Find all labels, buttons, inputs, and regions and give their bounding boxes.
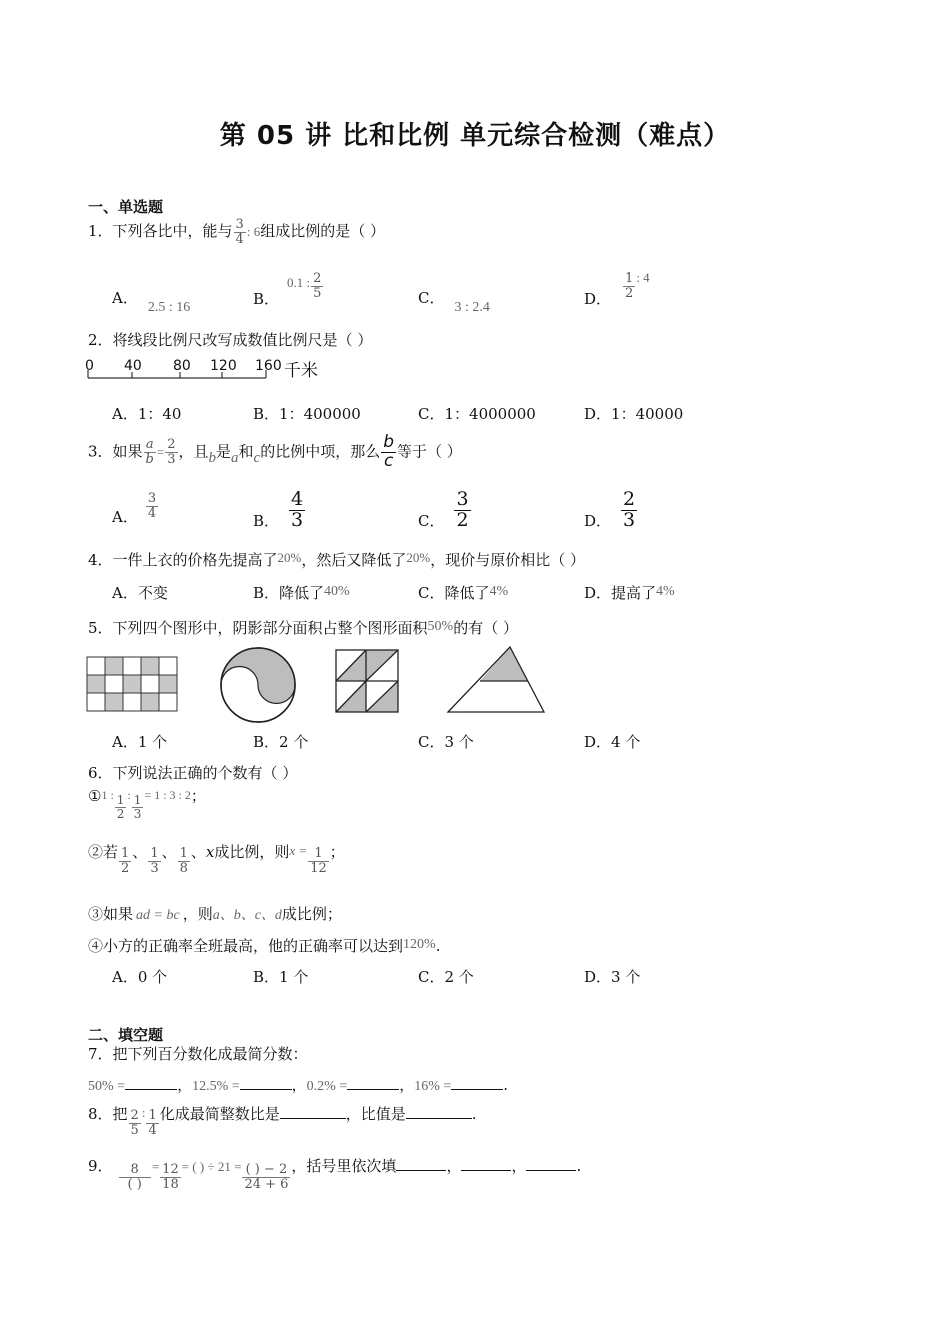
figure-triangle-square [334, 648, 400, 714]
q6-statement-3: ③如果 ad = bc ，则a、b、c、d成比例； [88, 905, 342, 923]
q9-blank-2[interactable] [461, 1156, 511, 1171]
q6-option-b[interactable]: B．1 个 [253, 968, 309, 986]
figure-shaded-triangle [446, 644, 548, 716]
q6-option-a[interactable]: A．0 个 [112, 968, 168, 986]
q6-statement-4: ④小方的正确率全班最高，他的正确率可以达到120%. [88, 937, 441, 955]
question-8: 8．把 $\frac{2}{5}$ : $\frac{1}{4}$ 化成最简整数比是 ，比值是 . [88, 1105, 477, 1138]
q3-option-b[interactable]: B． $\frac{4}{3}$ [253, 488, 304, 531]
scale-unit: 千米 [284, 361, 318, 381]
q1-option-b[interactable]: B．0.1 : $\frac{2}{5}$ [253, 271, 322, 309]
q7-items: 50% = ，12.5% = ，0.2% = ，16% = . [88, 1076, 509, 1094]
q5-option-a[interactable]: A．1 个 [112, 733, 168, 751]
question-5-stem: 5．下列四个图形中，阴影部分面积占整个图形面积50%的有（ ） [88, 619, 518, 637]
q5-option-d[interactable]: D．4 个 [584, 733, 641, 751]
q7-blank-2[interactable] [240, 1075, 292, 1090]
q1-ratio-rest: : 6 [246, 224, 261, 240]
section-heading-fill-blank: 二、填空题 [88, 1026, 164, 1044]
q4-option-d[interactable]: D．提高了4% [584, 584, 675, 602]
question-6-stem: 6．下列说法正确的个数有（ ） [88, 764, 298, 782]
figure-checkerboard [86, 656, 180, 714]
q8-blank-ratio[interactable] [280, 1104, 346, 1119]
scale-tick-120: 120 [210, 358, 237, 374]
scale-tick-40: 40 [124, 358, 142, 374]
page-title: 第 05 讲 比和比例 单元综合检测（难点） [219, 121, 731, 151]
q6-statement-2: ②若 $\frac{1}{2}$ 、 $\frac{1}{3}$ 、 $\frac{1}{8}$ 、x成比例，则x = $\frac{1}{12}$ ； [88, 843, 345, 876]
q2-option-b[interactable]: B．1：400000 [253, 405, 361, 423]
q3-option-c[interactable]: C． $\frac{3}{2}$ [418, 488, 469, 531]
question-9: 9． $\frac{8}{( )}$ = $\frac{12}{18}$ = ( ) ÷ 21 = $\frac{( ) - 2}{24 + 6}$ ，括号里依次填 ， ， . [88, 1157, 582, 1192]
question-3-stem: 3．如果 $\frac{a}{b}$ = $\frac{2}{3}$ ，且b是a和c的比例中项，那么 $\frac{b}{c}$ 等于（ ） [88, 432, 462, 471]
q7-blank-3[interactable] [347, 1075, 399, 1090]
q1-ratio-fraction: $\frac{3}{4}$ [235, 217, 244, 247]
q5-option-b[interactable]: B．2 个 [253, 733, 309, 751]
q2-option-a[interactable]: A．1：40 [112, 405, 182, 423]
scale-tick-80: 80 [173, 358, 191, 374]
q2-option-d[interactable]: D．1：40000 [584, 405, 684, 423]
q7-blank-1[interactable] [125, 1075, 177, 1090]
q1-option-a[interactable]: A．2.5 : 16 [112, 289, 191, 315]
q9-blank-1[interactable] [396, 1156, 446, 1171]
q7-blank-4[interactable] [451, 1075, 503, 1090]
q4-option-a[interactable]: A．不变 [112, 584, 168, 602]
q6-option-c[interactable]: C．2 个 [418, 968, 474, 986]
q1-option-c[interactable]: C．3 : 2.4 [418, 289, 490, 315]
q3-option-a[interactable]: A． $\frac{3}{4}$ [112, 491, 157, 527]
q6-statement-1: ①$^{1 :}$ $\frac{1}{2}$ : $\frac{1}{3}$ $^{= 1 : 3 : 2}$； [88, 787, 206, 821]
question-4-stem: 4．一件上衣的价格先提高了20%，然后又降低了20%，现价与原价相比（ ） [88, 550, 586, 569]
q1-text: 1．下列各比中，能与 [88, 222, 233, 241]
q5-option-c[interactable]: C．3 个 [418, 733, 474, 751]
q3-option-d[interactable]: D． $\frac{2}{3}$ [584, 488, 636, 531]
q1-option-d[interactable]: D． $\frac{1}{2}$ : 4 [584, 270, 650, 309]
scale-tick-160: 160 [255, 358, 282, 374]
section-heading-single-choice: 一、单选题 [88, 198, 164, 216]
q2-option-c[interactable]: C．1：4000000 [418, 405, 536, 423]
question-7-stem: 7．把下列百分数化成最简分数： [88, 1045, 308, 1063]
q4-option-b[interactable]: B．降低了40% [253, 584, 350, 602]
question-1-stem [88, 218, 385, 246]
q8-blank-value[interactable] [406, 1104, 472, 1119]
q6-option-d[interactable]: D．3 个 [584, 968, 641, 986]
question-2-stem: 2．将线段比例尺改写成数值比例尺是（ ） [88, 331, 373, 349]
q9-blank-3[interactable] [526, 1156, 576, 1171]
figure-yin-yang [219, 646, 297, 724]
q1-text-post: 组成比例的是（ ） [260, 222, 385, 241]
q4-option-c[interactable]: C．降低了4% [418, 584, 509, 602]
scale-tick-0: 0 [85, 358, 94, 374]
